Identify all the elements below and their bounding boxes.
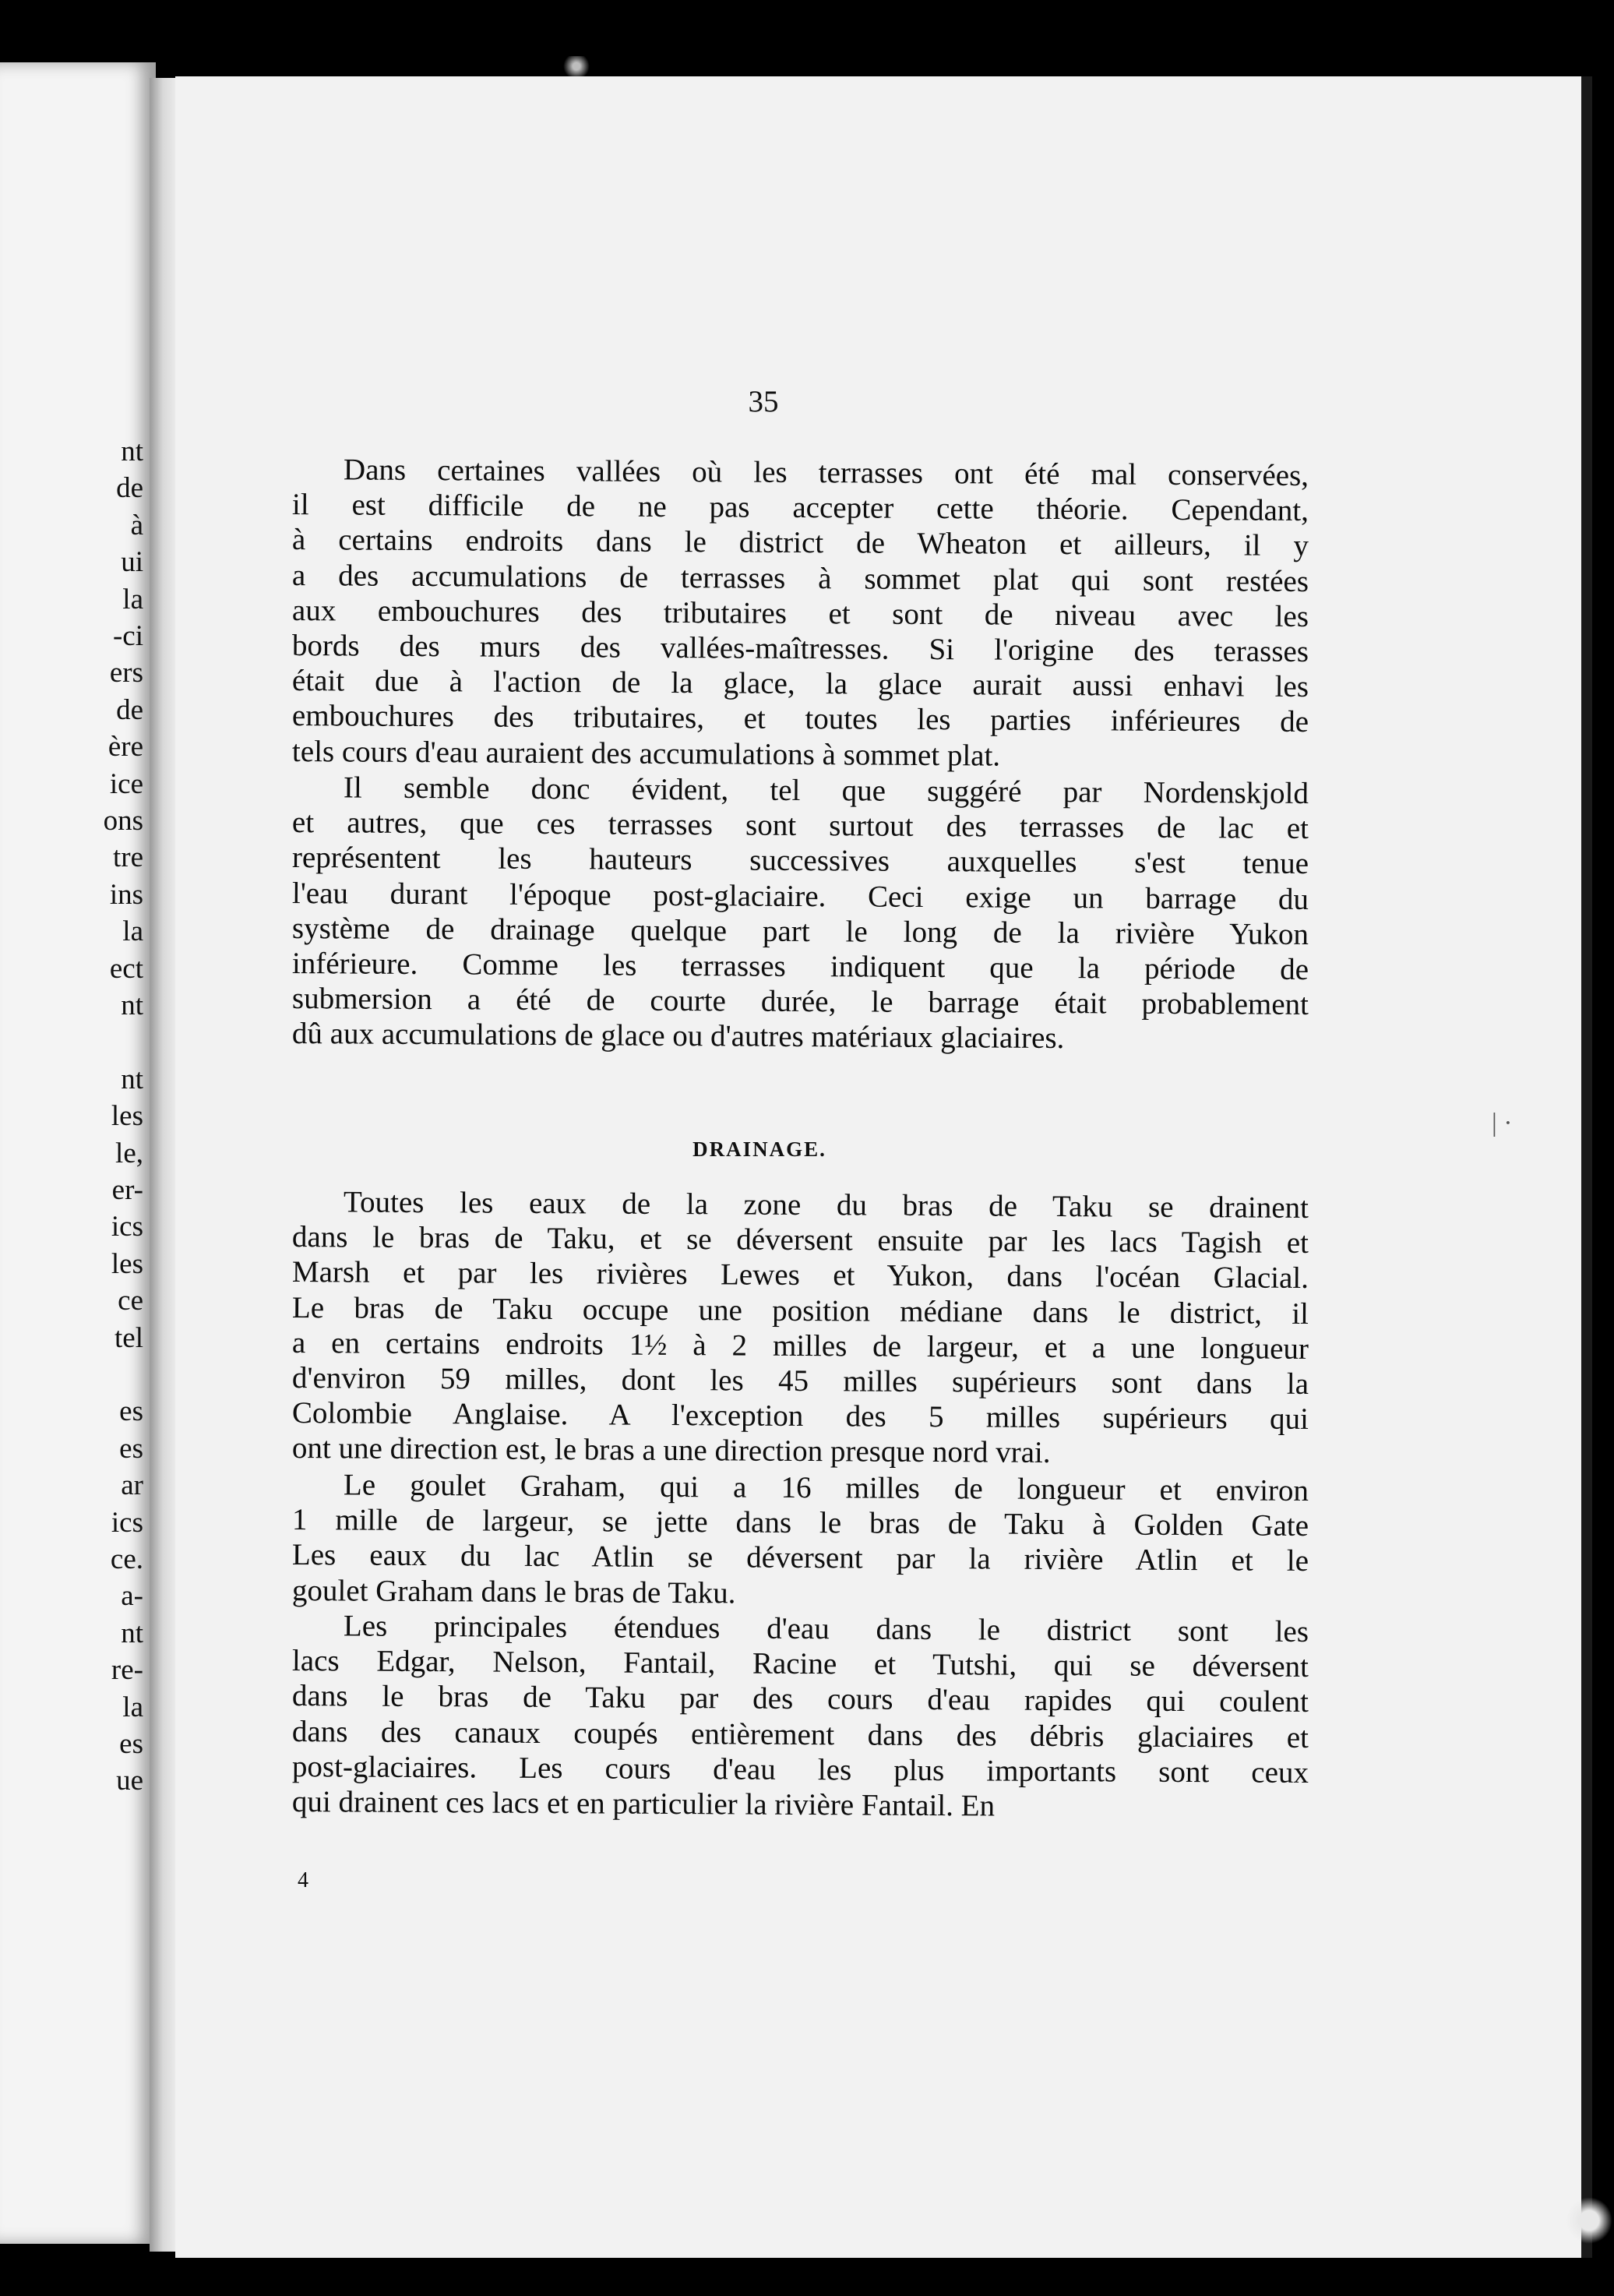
margin-mark: | · [1492,1109,1513,1137]
text-line: Colombie Anglaise. A l'exception des 5 milles supérieurs qui [291,1396,1309,1437]
text-line: inférieure. Comme les terrasses indiquent que la période de [291,947,1309,986]
scan-blot [1566,2197,1612,2244]
section-heading: DRAINAGE. [692,1137,826,1161]
left-page-text-fragment: ect [109,952,143,985]
left-page-text-fragment: re- [111,1654,143,1687]
left-page-text-fragment: nt [121,1617,143,1649]
scan-blot [561,56,592,76]
signature-mark: 4 [298,1868,308,1892]
left-page-text-fragment: nt [121,436,143,467]
left-page-edge [0,62,156,2244]
left-page-text-fragment: es [119,1432,143,1465]
left-page-text-fragment: ins [109,878,143,911]
text-line: dans le bras de Taku par des cours d'eau rapides qui coulent [291,1679,1309,1719]
left-page-text-fragment: ons [103,805,143,837]
left-page-text-fragment: es [119,1395,143,1428]
text-line: dans le bras de Taku, et se déversent ensuite par les lacs Tagish et [291,1220,1309,1261]
text-line: Dans certaines vallées où les terrasses ont été mal conservées, [343,453,1309,492]
left-page-text-fragment: tre [112,841,143,874]
text-line: bords des murs des vallées-maîtresses. Si l'origine des terasses [291,629,1309,668]
text-line: embouchures des tributaires, et toutes les parties inférieures de [291,699,1309,739]
book-page [175,76,1592,2258]
text-line: Il semble donc évident, tel que suggéré par Nordenskjold [343,771,1309,810]
left-page-text-fragment: ère [107,731,143,764]
text-line: goulet Graham dans le bras de Taku. [291,1573,736,1610]
text-line: post-glaciaires. Les cours d'eau les plus importants sont ceux [291,1749,1309,1790]
text-line: 1 mille de largeur, se jette dans le bras de Taku à Golden Gate [291,1503,1309,1543]
left-page-text-fragment: la [122,915,143,948]
left-page-text-fragment: a- [121,1580,143,1613]
left-page-text-fragment: ics [111,1506,143,1539]
text-line: d'environ 59 milles, dont les 45 milles supérieurs sont dans la [291,1361,1309,1401]
text-line: Le bras de Taku occupe une position médiane dans le district, il [291,1290,1309,1331]
left-page-text-fragment: nt [121,1063,143,1095]
left-page-text-fragment: ui [121,546,143,579]
page-number: 35 [748,385,779,418]
text-line: Le goulet Graham, qui a 16 milles de longueur et environ [343,1468,1309,1508]
text-line: submersion a été de courte durée, le barrage était probablement [291,982,1309,1022]
left-page-text-fragment: ce [118,1285,143,1317]
text-line: représentent les hauteurs successives auxquelles s'est tenue [291,841,1309,881]
left-page-text-fragment: es [119,1728,143,1760]
text-line: l'eau durant l'époque post-glaciaire. Ceci exige un barrage du [291,876,1309,916]
left-page-text-fragment: la [122,583,143,615]
text-line: Les principales étendues d'eau dans le district sont les [343,1609,1309,1649]
left-page-text-fragment: ers [109,657,143,690]
text-line: lacs Edgar, Nelson, Fantail, Racine et Tutshi, qui se déversent [291,1644,1309,1684]
text-line: Marsh et par les rivières Lewes et Yukon, dans l'océan Glacial. [291,1255,1309,1296]
text-line: aux embouchures des tributaires et sont de niveau avec les [291,593,1309,633]
left-page-text-fragment: ics [111,1211,143,1243]
left-page-text-fragment: la [122,1691,143,1723]
text-line: était due à l'action de la glace, la glace aurait aussi enhavi les [291,664,1309,704]
left-page-text-fragment: -ci [112,620,143,652]
text-line: a des accumulations de terrasses à sommet plat qui sont restées [291,558,1309,598]
text-line: ont une direction est, le bras a une direction presque nord vrai. [291,1431,1051,1470]
left-page-text-fragment: à [130,509,143,541]
text-line: système de drainage quelque part le long de la rivière Yukon [291,911,1309,951]
left-page-text-fragment: les [111,1247,143,1280]
text-line: a en certains endroits 1½ à 2 milles de largeur, et a une longueur [291,1325,1309,1366]
text-line: dans des canaux coupés entièrement dans des débris glaciaires et [291,1714,1309,1755]
text-line: Toutes les eaux de la zone du bras de Taku se drainent [343,1185,1309,1225]
text-line: tels cours d'eau auraient des accumulations à sommet plat. [291,734,1001,773]
text-line: il est difficile de ne pas accepter cette théorie. Cependant, [291,488,1309,528]
left-page-text-fragment: ar [121,1469,143,1502]
left-page-text-fragment: de [116,472,143,505]
text-line: dû aux accumulations de glace ou d'autres matériaux glaciaires. [291,1017,1065,1056]
left-page-text-fragment: de [116,693,143,726]
left-page-text-fragment: ce. [110,1543,143,1575]
left-page-text-fragment: ice [109,767,143,800]
left-page-text-fragment: er- [111,1174,143,1206]
left-page-text-fragment: le, [115,1137,143,1169]
text-line: Les eaux du lac Atlin se déversent par la rivière Atlin et le [291,1538,1309,1578]
left-page-text-fragment: les [111,1100,143,1133]
left-page-text-fragment: tel [115,1321,143,1354]
text-line: et autres, que ces terrasses sont surtout des terrasses de lac et [291,806,1309,846]
left-page-text-fragment: ue [116,1765,143,1797]
text-line: qui drainent ces lacs et en particulier la rivière Fantail. En [291,1785,996,1823]
left-page-text-fragment: nt [121,989,143,1021]
text-line: à certains endroits dans le district de Wheaton et ailleurs, il y [291,523,1309,563]
